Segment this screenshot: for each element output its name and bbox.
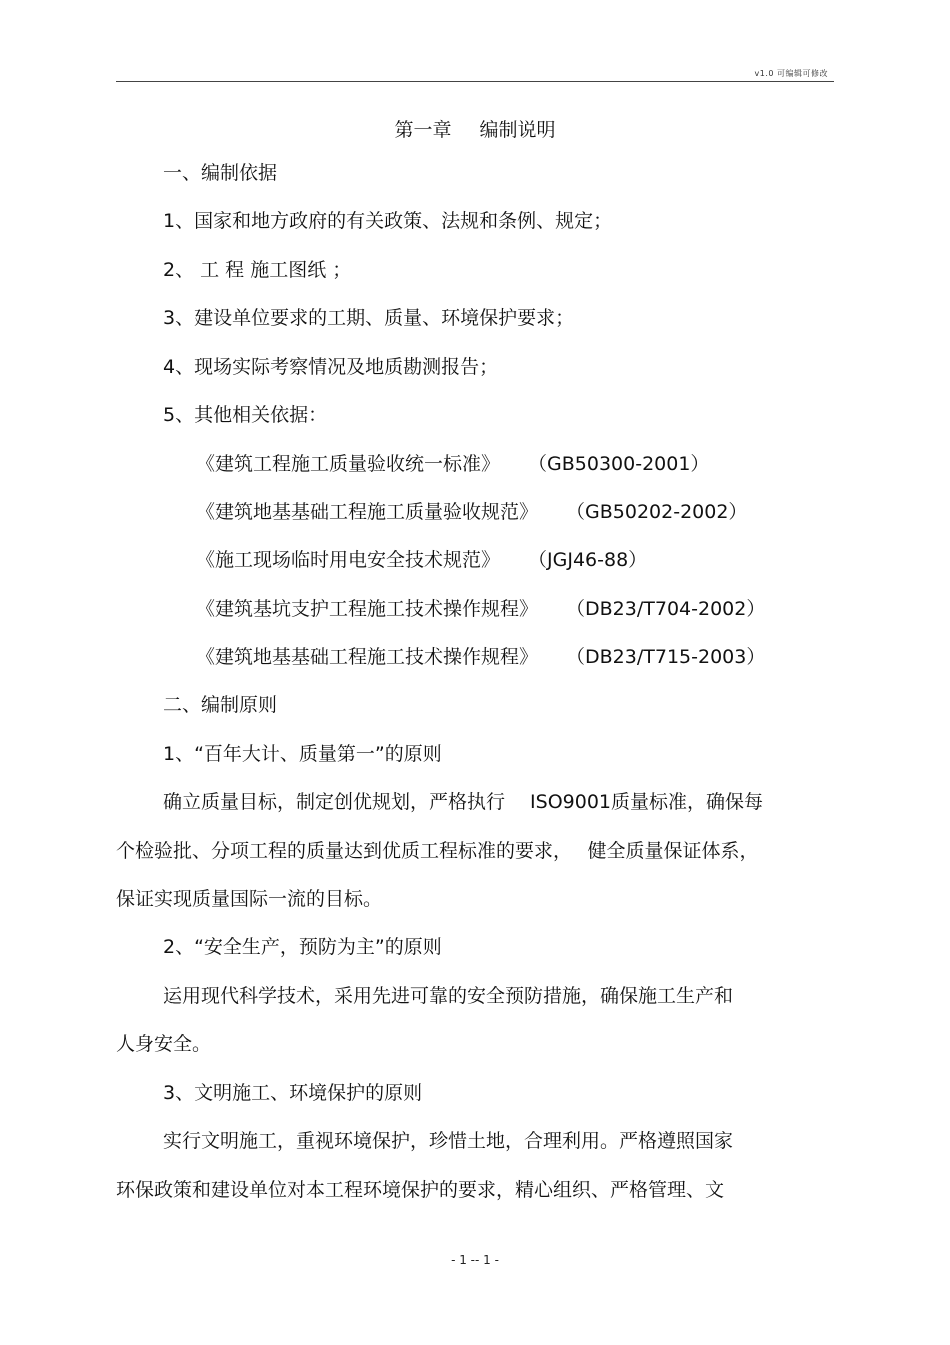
standard-item [196,645,765,669]
paragraph-line: 实行文明施工，重视环境保护，珍惜土地，合理利用。严格遵照国家 [163,1130,734,1152]
principle-heading: 2、“安全生产，预防为主”的原则 [163,936,442,958]
basis-item: 4、现场实际考察情况及地质勘测报告； [163,356,499,378]
principle-heading: 3、文明施工、环境保护的原则 [163,1082,423,1104]
chapter-title [0,118,950,142]
section-heading-principles: 二、编制原则 [163,694,278,716]
chapter-number: 第一章 [394,119,452,141]
standard-code: （DB23/T715-2003） [566,646,766,668]
standard-code: （GB50300-2001） [528,453,710,475]
standard-name: 《建筑地基基础工程施工技术操作规程》 [196,646,539,668]
paragraph-line: 运用现代科学技术，采用先进可靠的安全预防措施，确保施工生产和 [163,985,734,1007]
basis-item: 3、建设单位要求的工期、质量、环境保护要求； [163,307,575,329]
standard-item [196,548,647,572]
basis-item: 1、国家和地方政府的有关政策、法规和条例、规定； [163,210,613,232]
page-number: - 1 -- 1 - [451,1253,499,1267]
basis-item: 5、其他相关依据： [163,404,328,426]
standard-item [196,452,709,476]
paragraph-line: 人身安全。 [116,1033,212,1055]
paragraph-line: 保证实现质量国际一流的目标。 [116,888,383,910]
standard-name: 《建筑工程施工质量验收统一标准》 [196,453,501,475]
standard-item [196,597,765,621]
standard-name: 《施工现场临时用电安全技术规范》 [196,549,501,571]
paragraph-line: 环保政策和建设单位对本工程环境保护的要求，精心组织、严格管理、文 [116,1179,725,1201]
principle-heading: 1、“百年大计、质量第一”的原则 [163,743,442,765]
paragraph-line: 确立质量目标，制定创优规划，严格执行 ISO9001质量标准，确保每 [163,791,764,813]
standard-item [196,500,747,524]
standard-code: （JGJ46-88） [528,549,648,571]
basis-item: 2、 工 程 施工图纸 ； [163,259,352,281]
standard-name: 《建筑地基基础工程施工质量验收规范》 [196,501,539,523]
header-version-note: v1.0 可编辑可修改 [754,69,828,78]
standard-code: （DB23/T704-2002） [566,598,766,620]
header-rule [116,81,834,82]
standard-code: （GB50202-2002） [566,501,748,523]
chapter-name: 编制说明 [479,119,556,141]
section-heading-basis: 一、编制依据 [163,162,278,184]
standard-name: 《建筑基坑支护工程施工技术操作规程》 [196,598,539,620]
paragraph-line: 个检验批、分项工程的质量达到优质工程标准的要求， 健全质量保证体系， [116,840,759,862]
